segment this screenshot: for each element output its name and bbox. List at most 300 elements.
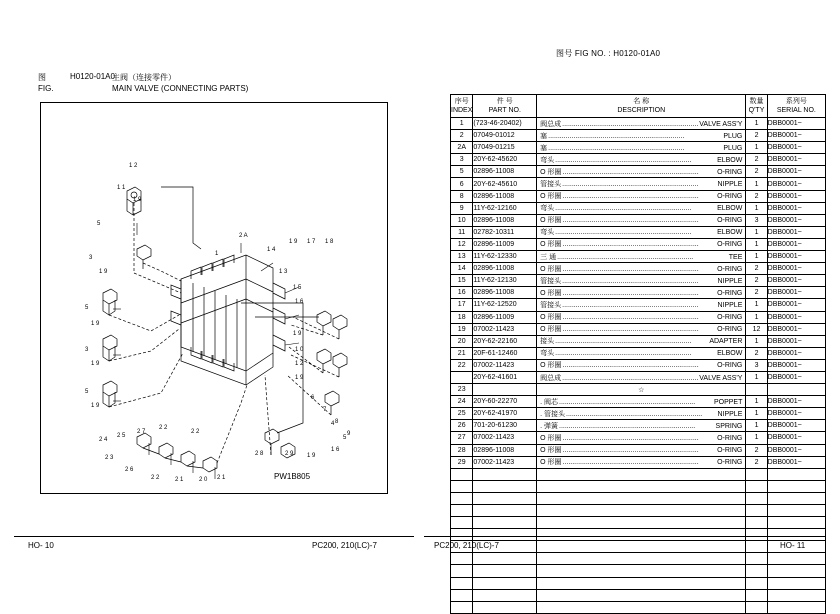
desc-cn: . 阀芯	[540, 398, 559, 406]
callout-19g: 1 9	[293, 331, 302, 337]
cell-part-no	[473, 384, 537, 396]
cell-serial-no: DBB0001~	[767, 226, 825, 238]
cell-description	[537, 444, 746, 456]
table-row	[451, 263, 826, 275]
desc-cn: 弯头	[540, 350, 555, 358]
table-row	[451, 311, 826, 323]
cell-description: ☆	[537, 384, 746, 396]
cell-description	[537, 311, 746, 323]
cell-serial-no: DBB0001~	[767, 214, 825, 226]
cell-qty: 2	[746, 263, 767, 275]
table-row	[451, 118, 826, 130]
cell-serial-no: DBB0001~	[767, 178, 825, 190]
cell-serial-no: DBB0001~	[767, 287, 825, 299]
cell-serial-no: DBB0001~	[767, 118, 825, 130]
table-header-row	[451, 95, 826, 118]
callout-24: 2 4	[99, 437, 108, 443]
cell-description	[537, 432, 746, 444]
desc-cn: O 形圈	[540, 217, 562, 225]
table-row-blank	[451, 541, 826, 553]
cell-serial-no: DBB0001~	[767, 263, 825, 275]
cell-description	[537, 202, 746, 214]
cell-part-no: 02896-11008	[473, 287, 537, 299]
callout-12: 1 2	[129, 163, 138, 169]
cell-part-no: 07002-11423	[473, 323, 537, 335]
desc-leader: ......................................................................	[562, 459, 699, 467]
right-model-label: PC200, 210(LC)-7	[434, 541, 499, 550]
cell-description	[537, 166, 746, 178]
desc-en: O-RING	[717, 289, 743, 297]
cell-index: 27	[451, 432, 473, 444]
cell-index: 29	[451, 456, 473, 468]
desc-leader: ......................................................................	[559, 398, 696, 406]
cell-blank	[473, 565, 537, 577]
fig-title	[112, 72, 248, 94]
callout-8: 8	[335, 419, 339, 425]
desc-en: POPPET	[713, 398, 743, 406]
left-footer-rule	[14, 536, 414, 537]
right-sheet	[424, 62, 826, 534]
cell-blank	[451, 468, 473, 480]
cell-blank	[746, 529, 767, 541]
callout-22a: 2 2	[159, 425, 168, 431]
callout-19c: 1 9	[91, 321, 100, 327]
cell-part-no: 07002-11423	[473, 432, 537, 444]
left-model-label: PC200, 210(LC)-7	[312, 541, 377, 550]
desc-cn: 弯头	[540, 205, 555, 213]
callout-26: 2 6	[125, 467, 134, 473]
table-row	[451, 190, 826, 202]
table-row	[451, 287, 826, 299]
cell-description	[537, 118, 746, 130]
desc-en: NIPPLE	[717, 277, 743, 285]
desc-leader: ......................................................................	[562, 289, 699, 297]
table-row	[451, 238, 826, 250]
cell-qty: 2	[746, 275, 767, 287]
cell-blank	[537, 505, 746, 517]
cell-part-no: 20Y-60-22270	[473, 396, 537, 408]
desc-leader: ......................................................................	[562, 301, 699, 309]
table-row	[451, 275, 826, 287]
callout-16b: 1 6	[331, 447, 340, 453]
callout-22b: 2 2	[191, 429, 200, 435]
cell-blank	[537, 565, 746, 577]
callout-19i: 1 9	[307, 453, 316, 459]
callout-1: 1	[215, 251, 219, 257]
callout-3b: 3	[85, 347, 89, 353]
drawing-frame	[40, 102, 388, 494]
desc-en: O-RING	[717, 265, 743, 273]
desc-leader: ......................................................................	[562, 314, 699, 322]
table-row-blank	[451, 529, 826, 541]
callout-6: 6	[311, 395, 315, 401]
cell-blank	[451, 492, 473, 504]
header-desc-cn: 名 称	[633, 98, 650, 105]
desc-leader: ......................................................................	[562, 374, 699, 382]
table-row	[451, 335, 826, 347]
desc-leader: ......................................................................	[562, 217, 699, 225]
cell-part-no: 07002-11423	[473, 456, 537, 468]
cell-index: 23	[451, 384, 473, 396]
cell-blank	[746, 565, 767, 577]
cell-blank	[537, 601, 746, 613]
desc-cn: 塞	[540, 144, 548, 152]
callout-3a: 3	[89, 255, 93, 261]
desc-en: ELBOW	[717, 205, 743, 213]
desc-leader: ......................................................................	[555, 350, 692, 358]
cell-index: 12	[451, 238, 473, 250]
cell-part-no: 02782-10311	[473, 226, 537, 238]
cell-blank	[451, 505, 473, 517]
callout-12b: 1 2	[295, 361, 304, 367]
cell-description	[537, 396, 746, 408]
cell-index: 13	[451, 251, 473, 263]
cell-index: 19	[451, 323, 473, 335]
table-row	[451, 142, 826, 154]
desc-cn: 弯头	[540, 229, 555, 237]
desc-cn: O 形圈	[540, 459, 562, 467]
desc-cn: 管接头	[540, 301, 562, 309]
callout-18: 1 8	[325, 239, 334, 245]
cell-blank	[537, 541, 746, 553]
left-page-number: HO- 10	[28, 541, 54, 550]
cell-description	[537, 214, 746, 226]
table-row-blank	[451, 517, 826, 529]
desc-cn: O 形圈	[540, 362, 562, 370]
cell-blank	[473, 505, 537, 517]
table-row-blank	[451, 553, 826, 565]
desc-en: ADAPTER	[709, 338, 743, 346]
cell-blank	[451, 553, 473, 565]
desc-en: O-RING	[717, 314, 743, 322]
cell-part-no: 11Y-62-12160	[473, 202, 537, 214]
header-part	[473, 95, 537, 118]
cell-qty: 1	[746, 251, 767, 263]
cell-blank	[451, 601, 473, 613]
cell-part-no: 20F-61-12460	[473, 347, 537, 359]
callout-19h: 1 9	[295, 375, 304, 381]
callout-19d: 1 9	[91, 361, 100, 367]
cell-part-no: 20Y-62-22160	[473, 335, 537, 347]
cell-serial-no: DBB0001~	[767, 275, 825, 287]
cell-serial-no: DBB0001~	[767, 142, 825, 154]
cell-description	[537, 371, 746, 383]
cell-blank	[767, 505, 825, 517]
cell-part-no: 20Y-62-45620	[473, 154, 537, 166]
cell-description	[537, 335, 746, 347]
cell-index: 17	[451, 299, 473, 311]
cell-part-no: 20Y-62-41601	[473, 371, 537, 383]
cell-description	[537, 263, 746, 275]
desc-cn: 阀总成	[540, 374, 562, 382]
cell-qty: 2	[746, 154, 767, 166]
cell-blank	[537, 517, 746, 529]
cell-description	[537, 154, 746, 166]
cell-serial-no: DBB0001~	[767, 202, 825, 214]
cell-description	[537, 420, 746, 432]
cell-index: 2	[451, 130, 473, 142]
cell-blank	[746, 505, 767, 517]
desc-leader: ......................................................................	[562, 120, 699, 128]
cell-part-no: 02896-11008	[473, 444, 537, 456]
cell-serial-no: DBB0001~	[767, 444, 825, 456]
callout-20: 2 0	[199, 477, 208, 483]
fig-label-en: FIG.	[38, 84, 54, 93]
fig-title-cn: 主阀（连接零件）	[112, 73, 176, 82]
header-index	[451, 95, 473, 118]
cell-blank	[746, 517, 767, 529]
cell-blank	[451, 517, 473, 529]
cell-qty: 1	[746, 335, 767, 347]
desc-leader: ......................................................................	[548, 144, 685, 152]
cell-index	[451, 371, 473, 383]
cell-blank	[473, 480, 537, 492]
desc-en: O-RING	[717, 326, 743, 334]
callout-29: 2 9	[285, 451, 294, 457]
cell-blank	[473, 577, 537, 589]
desc-leader: ......................................................................	[562, 193, 699, 201]
desc-cn: O 形圈	[540, 447, 562, 455]
cell-index: 10	[451, 214, 473, 226]
cell-qty: 2	[746, 456, 767, 468]
cell-index: 15	[451, 275, 473, 287]
callout-27: 2 7	[137, 429, 146, 435]
callout-25: 2 5	[117, 433, 126, 439]
drawing-code: PW1B805	[274, 472, 311, 481]
cell-qty: 1	[746, 396, 767, 408]
desc-en: O-RING	[717, 447, 743, 455]
desc-leader: ......................................................................	[562, 277, 699, 285]
cell-blank	[767, 565, 825, 577]
right-footer-rule	[424, 536, 826, 537]
cell-qty: 12	[746, 323, 767, 335]
table-row-blank	[451, 480, 826, 492]
cell-description	[537, 178, 746, 190]
desc-en: O-RING	[717, 241, 743, 249]
cell-part-no: 701-20-61230	[473, 420, 537, 432]
cell-description	[537, 287, 746, 299]
desc-cn: . 管接头	[540, 410, 566, 418]
desc-cn: O 形圈	[540, 241, 562, 249]
cell-index: 20	[451, 335, 473, 347]
cell-qty: 1	[746, 371, 767, 383]
callout-11: 1 1	[117, 185, 126, 191]
cell-serial-no	[767, 384, 825, 396]
table-row-blank	[451, 492, 826, 504]
callout-19f: 1 9	[289, 239, 298, 245]
cell-blank	[537, 480, 746, 492]
cell-serial-no: DBB0001~	[767, 299, 825, 311]
desc-cn: 三 通	[540, 253, 557, 261]
callout-5c: 5	[85, 389, 89, 395]
cell-blank	[746, 589, 767, 601]
cell-index: 22	[451, 359, 473, 371]
cell-qty: 1	[746, 226, 767, 238]
callout-5d: 5	[343, 435, 347, 441]
cell-serial-no: DBB0001~	[767, 456, 825, 468]
callout-5b: 5	[85, 305, 89, 311]
exploded-view-diagram	[41, 103, 385, 491]
table-row-blank	[451, 589, 826, 601]
header-serial-cn: 系列号	[785, 98, 807, 105]
desc-leader: ......................................................................	[559, 422, 696, 430]
cell-description	[537, 190, 746, 202]
desc-cn: 塞	[540, 132, 548, 140]
callout-4: 4	[331, 421, 335, 427]
desc-leader: ......................................................................	[555, 205, 692, 213]
callout-22c: 2 2	[151, 475, 160, 481]
fig-title-en: MAIN VALVE (CONNECTING PARTS)	[112, 84, 249, 93]
cell-description	[537, 275, 746, 287]
desc-en: SPRING	[715, 422, 743, 430]
callout-14: 1 4	[267, 247, 276, 253]
desc-leader: ......................................................................	[548, 132, 685, 140]
table-row	[451, 384, 826, 396]
table-row-blank	[451, 505, 826, 517]
callout-9: 9	[347, 431, 351, 437]
cell-blank	[473, 553, 537, 565]
cell-blank	[746, 492, 767, 504]
desc-leader: ......................................................................	[562, 326, 699, 334]
cell-index: 26	[451, 420, 473, 432]
cell-part-no: 02896-11008	[473, 166, 537, 178]
desc-cn: 管接头	[540, 181, 562, 189]
cell-description	[537, 347, 746, 359]
cell-blank	[746, 468, 767, 480]
header-part-en: PART NO.	[488, 107, 521, 114]
cell-blank	[767, 529, 825, 541]
desc-en: ELBOW	[717, 229, 743, 237]
cell-blank	[767, 480, 825, 492]
cell-serial-no: DBB0001~	[767, 323, 825, 335]
cell-blank	[767, 601, 825, 613]
table-row	[451, 371, 826, 383]
cell-part-no: 02896-11008	[473, 190, 537, 202]
desc-leader: ......................................................................	[566, 410, 703, 418]
cell-serial-no: DBB0001~	[767, 154, 825, 166]
cell-blank	[746, 553, 767, 565]
table-row-blank	[451, 601, 826, 613]
cell-blank	[746, 601, 767, 613]
desc-cn: O 形圈	[540, 289, 562, 297]
table-row-blank	[451, 577, 826, 589]
cell-description	[537, 323, 746, 335]
cell-part-no: 20Y-62-41970	[473, 408, 537, 420]
header-index-en: INDEX	[451, 107, 473, 114]
cell-qty	[746, 384, 767, 396]
cell-index: 16	[451, 287, 473, 299]
cell-part-no: 07049-01012	[473, 130, 537, 142]
desc-cn: O 形圈	[540, 434, 562, 442]
cell-qty: 1	[746, 311, 767, 323]
cell-blank	[537, 468, 746, 480]
cell-qty: 3	[746, 359, 767, 371]
cell-serial-no: DBB0001~	[767, 359, 825, 371]
desc-leader: ......................................................................	[562, 241, 699, 249]
cell-part-no: 02896-11008	[473, 263, 537, 275]
table-row	[451, 456, 826, 468]
cell-index: 2A	[451, 142, 473, 154]
desc-en: O-RING	[717, 459, 743, 467]
callout-13: 1 3	[279, 269, 288, 275]
desc-cn: O 形圈	[540, 265, 562, 273]
cell-part-no: 02896-11008	[473, 214, 537, 226]
cell-description	[537, 226, 746, 238]
cell-blank	[473, 517, 537, 529]
cell-serial-no: DBB0001~	[767, 251, 825, 263]
desc-en: PLUG	[723, 144, 743, 152]
desc-en: ELBOW	[717, 156, 743, 164]
desc-en: VALVE ASS'Y	[699, 374, 743, 382]
cell-description	[537, 238, 746, 250]
desc-en: O-RING	[717, 168, 743, 176]
cell-index: 14	[451, 263, 473, 275]
cell-part-no: (723-46-20402)	[473, 118, 537, 130]
cell-description	[537, 142, 746, 154]
desc-en: NIPPLE	[717, 301, 743, 309]
cell-index: 5	[451, 166, 473, 178]
header-description	[537, 95, 746, 118]
fig-number-left: H0120-01A0	[70, 72, 115, 81]
desc-en: ELBOW	[717, 350, 743, 358]
desc-leader: ......................................................................	[562, 265, 699, 273]
fig-number-header: 图号 FIG NO. : H0120-01A0	[556, 49, 661, 58]
cell-blank	[451, 589, 473, 601]
cell-blank	[537, 492, 746, 504]
desc-leader: ......................................................................	[557, 253, 694, 261]
cell-index: 21	[451, 347, 473, 359]
cell-part-no: 11Y-62-12330	[473, 251, 537, 263]
cell-part-no: 20Y-62-45610	[473, 178, 537, 190]
cell-description	[537, 251, 746, 263]
desc-cn: 接头	[540, 338, 555, 346]
cell-index: 9	[451, 202, 473, 214]
cell-index: 3	[451, 154, 473, 166]
table-row	[451, 154, 826, 166]
desc-en: TEE	[728, 253, 743, 261]
cell-serial-no: DBB0001~	[767, 371, 825, 383]
callout-21a: 2 1	[175, 477, 184, 483]
cell-blank	[537, 553, 746, 565]
callout-16: 1 6	[295, 299, 304, 305]
desc-leader: ......................................................................	[562, 434, 699, 442]
header-qty-en: Q'TY	[748, 107, 765, 114]
cell-index: 6	[451, 178, 473, 190]
desc-en: O-RING	[717, 434, 743, 442]
cell-qty: 1	[746, 299, 767, 311]
cell-description	[537, 359, 746, 371]
cell-index: 8	[451, 190, 473, 202]
cell-blank	[473, 468, 537, 480]
callout-15: 1 5	[293, 285, 302, 291]
header-desc-en: DESCRIPTION	[617, 107, 666, 114]
cell-part-no: 11Y-62-12520	[473, 299, 537, 311]
table-row	[451, 130, 826, 142]
callout-19a: 1 9	[133, 197, 142, 203]
cell-index: 18	[451, 311, 473, 323]
table-row	[451, 166, 826, 178]
cell-blank	[473, 589, 537, 601]
callout-21b: 2 1	[217, 475, 226, 481]
cell-part-no: 02896-11009	[473, 238, 537, 250]
cell-serial-no: DBB0001~	[767, 130, 825, 142]
cell-blank	[746, 541, 767, 553]
cell-blank	[473, 492, 537, 504]
header-part-cn: 件 号	[496, 98, 513, 105]
cell-serial-no: DBB0001~	[767, 335, 825, 347]
callout-7: 7	[323, 407, 327, 413]
desc-leader: ......................................................................	[562, 362, 699, 370]
